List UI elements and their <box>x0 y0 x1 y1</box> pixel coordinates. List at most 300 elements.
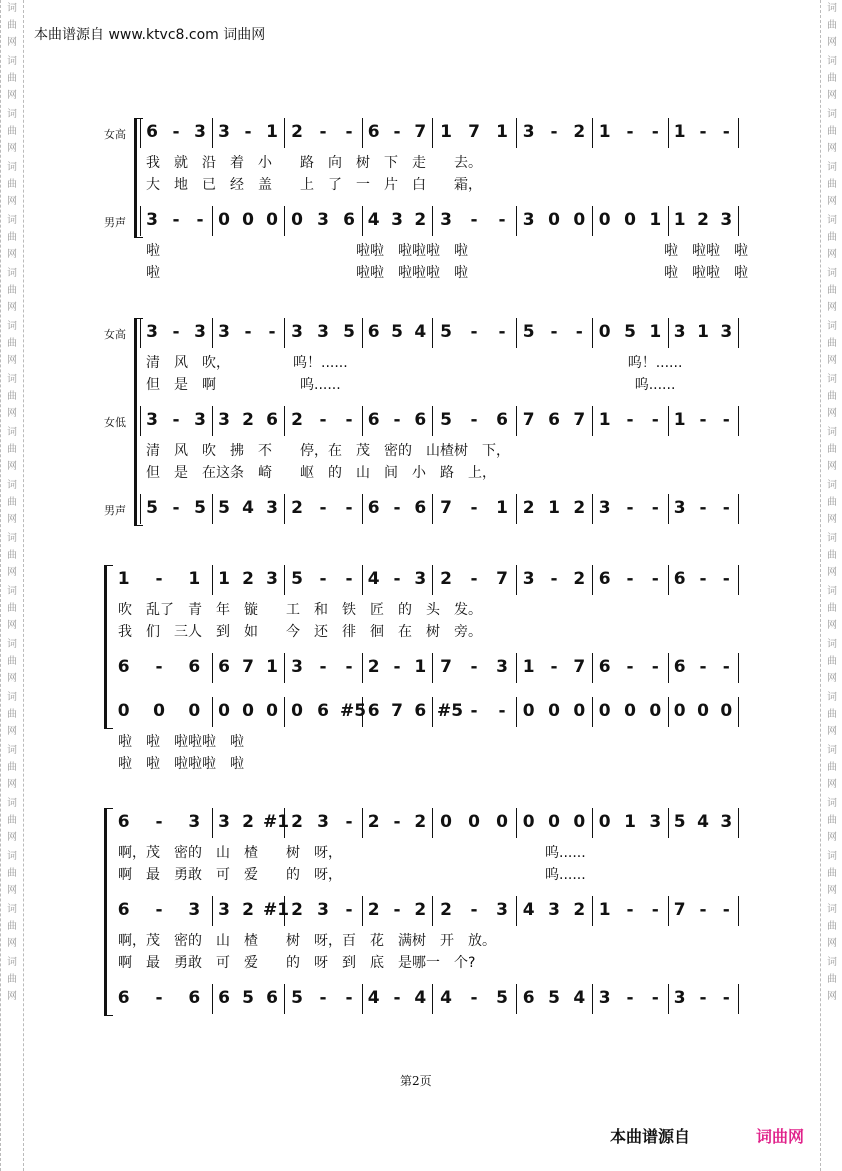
note-token: 6 <box>673 657 686 677</box>
lyric-line: 吹 乱了 青 年 镟 工 和 铁 匠 的 头 发。 <box>118 602 482 618</box>
note-token: 1 <box>188 569 201 589</box>
note-token: 3 <box>317 210 329 230</box>
note-token: 6 <box>367 322 380 342</box>
note-token: 0 <box>624 701 636 721</box>
note-token: 6 <box>496 410 508 430</box>
note-token: - <box>722 569 730 589</box>
note-token: 0 <box>548 812 560 832</box>
note-token: 0 <box>218 210 230 230</box>
note-token: 1 <box>496 122 508 142</box>
note-token: 0 <box>188 701 201 721</box>
note-token: 4 <box>367 569 380 589</box>
bar-line <box>516 984 517 1014</box>
note-token: - <box>626 657 634 677</box>
note-token: 3 <box>218 322 230 342</box>
bar-line <box>284 406 285 436</box>
note-token: - <box>550 657 558 677</box>
note-token: - <box>196 210 204 230</box>
note-token: 3 <box>194 122 206 142</box>
side-watermark-text: 词 曲 网 <box>827 586 837 631</box>
note-token: 6 <box>117 988 130 1008</box>
note-token: - <box>393 569 401 589</box>
note-token: - <box>393 812 401 832</box>
note-token: - <box>722 122 730 142</box>
system-bracket <box>134 118 143 238</box>
note-token: 0 <box>440 812 452 832</box>
bar-line <box>284 653 285 683</box>
note-token: 3 <box>266 569 278 589</box>
note-token: 7 <box>440 657 452 677</box>
brand-source-label: 本曲谱源自 <box>610 1127 691 1146</box>
note-token: 3 <box>522 122 535 142</box>
note-token: 6 <box>367 701 380 721</box>
note-token: 2 <box>697 210 709 230</box>
note-token: - <box>172 498 180 518</box>
bar-line <box>284 118 285 148</box>
side-watermark-text: 词 曲 网 <box>7 957 17 1002</box>
note-token: 3 <box>598 988 611 1008</box>
note-token: 6 <box>414 701 427 721</box>
note-token: 1 <box>649 210 662 230</box>
note-token: 7 <box>673 900 686 920</box>
note-token: 6 <box>367 122 380 142</box>
bar-line <box>516 808 517 838</box>
bar-line <box>516 206 517 236</box>
note-token: - <box>319 498 327 518</box>
note-token: 6 <box>367 498 380 518</box>
lyric-line: 清 风 吹， 呜！...... 呜！...... <box>146 355 683 371</box>
note-token: 2 <box>573 569 586 589</box>
note-token: 1 <box>266 657 278 677</box>
bar-line <box>738 896 739 926</box>
note-token: 3 <box>194 322 206 342</box>
note-token: 0 <box>598 701 611 721</box>
note-token: 3 <box>522 210 535 230</box>
bar-line <box>592 697 593 727</box>
note-token: - <box>470 322 478 342</box>
note-token: - <box>470 498 478 518</box>
note-token: 2 <box>242 812 254 832</box>
note-token: 1 <box>649 322 662 342</box>
notation-row <box>0 206 842 236</box>
note-token: - <box>722 657 730 677</box>
bar-line <box>516 494 517 524</box>
note-token: - <box>626 988 634 1008</box>
side-watermark-text: 词 曲 网 <box>7 586 17 631</box>
note-token: 6 <box>317 701 329 721</box>
note-token: - <box>651 122 659 142</box>
bar-line <box>432 494 433 524</box>
side-watermark-text: 词 曲 网 <box>827 109 837 154</box>
note-token: 0 <box>598 210 611 230</box>
bar-line <box>738 318 739 348</box>
bar-line <box>284 318 285 348</box>
note-token: - <box>699 900 707 920</box>
note-token: #1 <box>263 812 290 832</box>
note-token: - <box>172 210 180 230</box>
note-token: - <box>393 122 401 142</box>
side-watermark-text: 词 曲 网 <box>827 639 837 684</box>
bar-line <box>668 984 669 1014</box>
note-token: - <box>651 498 659 518</box>
bar-line <box>362 118 363 148</box>
note-token: - <box>393 657 401 677</box>
bar-line <box>738 984 739 1014</box>
note-token: - <box>722 900 730 920</box>
notation-row <box>0 896 842 926</box>
note-token: 0 <box>218 701 230 721</box>
side-watermark-text: 词 曲 网 <box>7 904 17 949</box>
note-token: 0 <box>522 701 535 721</box>
bar-line <box>738 118 739 148</box>
note-token: 2 <box>291 410 303 430</box>
bar-line <box>592 494 593 524</box>
bar-line <box>362 808 363 838</box>
bar-line <box>668 318 669 348</box>
bar-line <box>212 206 213 236</box>
note-token: 5 <box>440 410 452 430</box>
note-token: 0 <box>598 812 611 832</box>
bar-line <box>432 406 433 436</box>
bar-line <box>432 118 433 148</box>
note-token: 4 <box>414 322 427 342</box>
bar-line <box>432 808 433 838</box>
bar-line <box>516 118 517 148</box>
lyric-line: 啊，茂 密的 山 楂 树 呀， 呜...... <box>118 845 586 861</box>
note-token: - <box>470 410 478 430</box>
note-token: 0 <box>496 812 508 832</box>
note-token: - <box>470 900 478 920</box>
bar-line <box>432 565 433 595</box>
note-token: - <box>626 498 634 518</box>
note-token: - <box>345 988 353 1008</box>
lyric-line: 大 地 已 经 盖 上 了 一 片 白 霜， <box>146 177 482 193</box>
side-watermark-text: 词 曲 网 <box>7 268 17 313</box>
note-token: 3 <box>146 210 158 230</box>
side-watermark-text: 词 曲 网 <box>7 56 17 101</box>
note-token: 0 <box>522 812 535 832</box>
note-token: 0 <box>291 701 303 721</box>
note-token: - <box>244 122 252 142</box>
note-token: 3 <box>440 210 452 230</box>
note-token: 3 <box>598 498 611 518</box>
note-token: 4 <box>367 210 380 230</box>
note-token: 2 <box>414 900 427 920</box>
side-watermark-text: 词 曲 网 <box>827 374 837 419</box>
bar-line <box>362 494 363 524</box>
note-token: 7 <box>391 701 403 721</box>
bar-line <box>212 697 213 727</box>
notation-row <box>0 118 842 148</box>
bar-line <box>668 406 669 436</box>
bar-line <box>516 653 517 683</box>
note-token: 1 <box>440 122 452 142</box>
bar-line <box>284 697 285 727</box>
bar-line <box>592 653 593 683</box>
note-token: 3 <box>266 498 278 518</box>
bar-line <box>668 494 669 524</box>
note-token: 6 <box>146 122 158 142</box>
bar-line <box>592 206 593 236</box>
note-token: 3 <box>673 322 686 342</box>
note-token: 2 <box>291 900 303 920</box>
note-token: 2 <box>573 900 586 920</box>
note-token: - <box>470 988 478 1008</box>
note-token: #5 <box>437 701 464 721</box>
note-token: 3 <box>720 322 733 342</box>
note-token: - <box>172 322 180 342</box>
note-token: 4 <box>573 988 586 1008</box>
note-token: - <box>345 498 353 518</box>
note-token: - <box>498 210 506 230</box>
bar-line <box>212 896 213 926</box>
side-watermark-text: 词 曲 网 <box>827 3 837 48</box>
bar-line <box>592 118 593 148</box>
bar-line <box>738 494 739 524</box>
lyric-line: 但 是 在这条 崎 岖 的 山 间 小 路 上， <box>146 465 496 481</box>
note-token: 0 <box>291 210 303 230</box>
note-token: 1 <box>496 498 508 518</box>
side-watermark-text: 词 曲 网 <box>827 268 837 313</box>
note-token: 4 <box>522 900 535 920</box>
note-token: 3 <box>548 900 560 920</box>
bar-line <box>592 565 593 595</box>
lyric-line: 但 是 啊 呜...... 呜...... <box>146 377 676 393</box>
note-token: 2 <box>414 210 427 230</box>
voice-label: 男声 <box>104 216 126 229</box>
note-token: 1 <box>624 812 636 832</box>
bar-line <box>432 896 433 926</box>
note-token: - <box>345 569 353 589</box>
bar-line <box>668 653 669 683</box>
note-token: - <box>651 900 659 920</box>
bar-line <box>284 494 285 524</box>
bar-line <box>668 808 669 838</box>
bar-line <box>738 406 739 436</box>
note-token: - <box>393 988 401 1008</box>
note-token: 0 <box>242 701 254 721</box>
note-token: - <box>498 701 506 721</box>
notation-row <box>0 808 842 838</box>
lyric-line: 啦 啦 啦啦啦 啦 <box>118 734 244 750</box>
note-token: 2 <box>440 900 452 920</box>
note-token: 6 <box>117 657 130 677</box>
note-token: 6 <box>266 410 278 430</box>
note-token: 7 <box>573 657 586 677</box>
note-token: 5 <box>242 988 254 1008</box>
bar-line <box>432 697 433 727</box>
note-token: - <box>626 410 634 430</box>
note-token: - <box>319 988 327 1008</box>
note-token: - <box>319 657 327 677</box>
bar-line <box>212 653 213 683</box>
note-token: 3 <box>522 569 535 589</box>
bar-line <box>212 406 213 436</box>
note-token: - <box>651 988 659 1008</box>
voice-label: 女低 <box>104 416 126 429</box>
bar-line <box>516 318 517 348</box>
note-token: - <box>345 900 353 920</box>
note-token: 7 <box>573 410 586 430</box>
lyric-line: 啊 最 勇敢 可 爱 的 呀 到 底 是哪一 个? <box>118 955 476 971</box>
bar-line <box>432 984 433 1014</box>
note-token: 1 <box>522 657 535 677</box>
note-token: - <box>651 657 659 677</box>
side-watermark-text: 词 曲 网 <box>7 215 17 260</box>
bar-line <box>592 406 593 436</box>
note-token: 5 <box>624 322 636 342</box>
side-watermark-text: 词 曲 网 <box>827 480 837 525</box>
lyric-line: 啦 啦 啦啦啦 啦 <box>118 756 244 772</box>
note-token: - <box>155 900 163 920</box>
side-watermark-text: 词 曲 网 <box>7 851 17 896</box>
note-token: - <box>626 569 634 589</box>
notation-row <box>0 697 842 727</box>
bar-line <box>668 565 669 595</box>
note-token: 6 <box>414 410 427 430</box>
bar-line <box>432 318 433 348</box>
bar-line <box>738 808 739 838</box>
note-token: - <box>393 498 401 518</box>
note-token: 2 <box>242 410 254 430</box>
bar-line <box>432 653 433 683</box>
notation-row <box>0 318 842 348</box>
note-token: 0 <box>548 210 560 230</box>
side-watermark-text: 词 曲 网 <box>7 480 17 525</box>
note-token: 2 <box>440 569 452 589</box>
note-token: 5 <box>496 988 508 1008</box>
bar-line <box>516 406 517 436</box>
note-token: #5 <box>340 701 367 721</box>
lyric-line: 清 风 吹 拂 不 停，在 茂 密的 山楂树 下， <box>146 443 510 459</box>
note-token: 0 <box>266 210 278 230</box>
side-watermark-text: 词 曲 网 <box>827 957 837 1002</box>
side-watermark-text: 词 曲 网 <box>827 904 837 949</box>
note-token: - <box>172 122 180 142</box>
note-token: 0 <box>548 701 560 721</box>
bar-line <box>212 118 213 148</box>
bar-line <box>668 896 669 926</box>
note-token: 0 <box>598 322 611 342</box>
note-token: 1 <box>673 122 686 142</box>
side-watermark-text: 词 曲 网 <box>827 427 837 472</box>
note-token: 3 <box>146 322 158 342</box>
bar-line <box>516 697 517 727</box>
note-token: 6 <box>117 812 130 832</box>
voice-label: 男声 <box>104 504 126 517</box>
note-token: 2 <box>242 900 254 920</box>
voice-label: 女高 <box>104 128 126 141</box>
side-watermark-text: 词 曲 网 <box>7 745 17 790</box>
bar-line <box>516 565 517 595</box>
note-token: - <box>550 322 558 342</box>
note-token: 6 <box>188 657 201 677</box>
note-token: 2 <box>291 122 303 142</box>
note-token: - <box>470 701 478 721</box>
bar-line <box>592 896 593 926</box>
note-token: 7 <box>440 498 452 518</box>
side-watermark-text: 词 曲 网 <box>7 162 17 207</box>
bar-line <box>592 984 593 1014</box>
note-token: 3 <box>720 210 733 230</box>
bar-line <box>362 406 363 436</box>
note-token: 6 <box>522 988 535 1008</box>
note-token: 3 <box>146 410 158 430</box>
note-token: - <box>470 657 478 677</box>
note-token: - <box>699 122 707 142</box>
note-token: - <box>345 410 353 430</box>
note-token: 0 <box>624 210 636 230</box>
note-token: 1 <box>598 122 611 142</box>
lyric-line: 啦 啦啦 啦啦啦 啦 啦 啦啦 啦 <box>146 243 748 259</box>
note-token: 5 <box>440 322 452 342</box>
notation-row <box>0 494 842 524</box>
note-token: 3 <box>414 569 427 589</box>
lyric-line: 我 们 三人 到 如 今 还 徘 徊 在 树 旁。 <box>118 624 482 640</box>
note-token: 6 <box>414 498 427 518</box>
side-watermark-text: 词 曲 网 <box>7 533 17 578</box>
note-token: 0 <box>720 701 733 721</box>
note-token: 1 <box>548 498 560 518</box>
note-token: 5 <box>146 498 158 518</box>
note-token: 5 <box>291 569 303 589</box>
side-watermark-text: 词 曲 网 <box>827 56 837 101</box>
note-token: 5 <box>548 988 560 1008</box>
note-token: 4 <box>367 988 380 1008</box>
bar-line <box>362 565 363 595</box>
note-token: 4 <box>242 498 254 518</box>
note-token: 5 <box>194 498 206 518</box>
note-token: - <box>550 122 558 142</box>
bar-line <box>212 984 213 1014</box>
note-token: 0 <box>266 701 278 721</box>
page-number: 第2页 <box>400 1074 432 1088</box>
note-token: 6 <box>188 988 201 1008</box>
lyric-line: 啊 最 勇敢 可 爱 的 呀， 呜...... <box>118 867 586 883</box>
note-token: 3 <box>188 812 201 832</box>
note-token: 3 <box>317 322 329 342</box>
note-token: - <box>244 322 252 342</box>
note-token: 1 <box>117 569 130 589</box>
lyric-line: 啊，茂 密的 山 楂 树 呀，百 花 满树 开 放。 <box>118 933 496 949</box>
note-token: 3 <box>317 900 329 920</box>
note-token: 2 <box>242 569 254 589</box>
bar-line <box>212 494 213 524</box>
side-watermark-text: 词 曲 网 <box>827 321 837 366</box>
note-token: 4 <box>440 988 452 1008</box>
bar-line <box>362 318 363 348</box>
lyric-line: 啦 啦啦 啦啦啦 啦 啦 啦啦 啦 <box>146 265 748 281</box>
system-bracket <box>134 318 143 526</box>
note-token: 3 <box>218 900 230 920</box>
bar-line <box>516 896 517 926</box>
note-token: 1 <box>673 410 686 430</box>
note-token: 1 <box>673 210 686 230</box>
system-bracket <box>104 808 113 1016</box>
side-watermark-text: 词 曲 网 <box>7 321 17 366</box>
note-token: - <box>651 569 659 589</box>
side-watermark-text: 词 曲 网 <box>7 427 17 472</box>
note-token: 0 <box>117 701 130 721</box>
bar-line <box>212 808 213 838</box>
header-source: 本曲谱源自 www.ktvc8.com 词曲网 <box>34 27 266 43</box>
note-token: 0 <box>242 210 254 230</box>
note-token: 3 <box>317 812 329 832</box>
side-watermark-text: 词 曲 网 <box>7 3 17 48</box>
note-token: 6 <box>367 410 380 430</box>
note-token: 7 <box>496 569 508 589</box>
note-token: - <box>470 210 478 230</box>
